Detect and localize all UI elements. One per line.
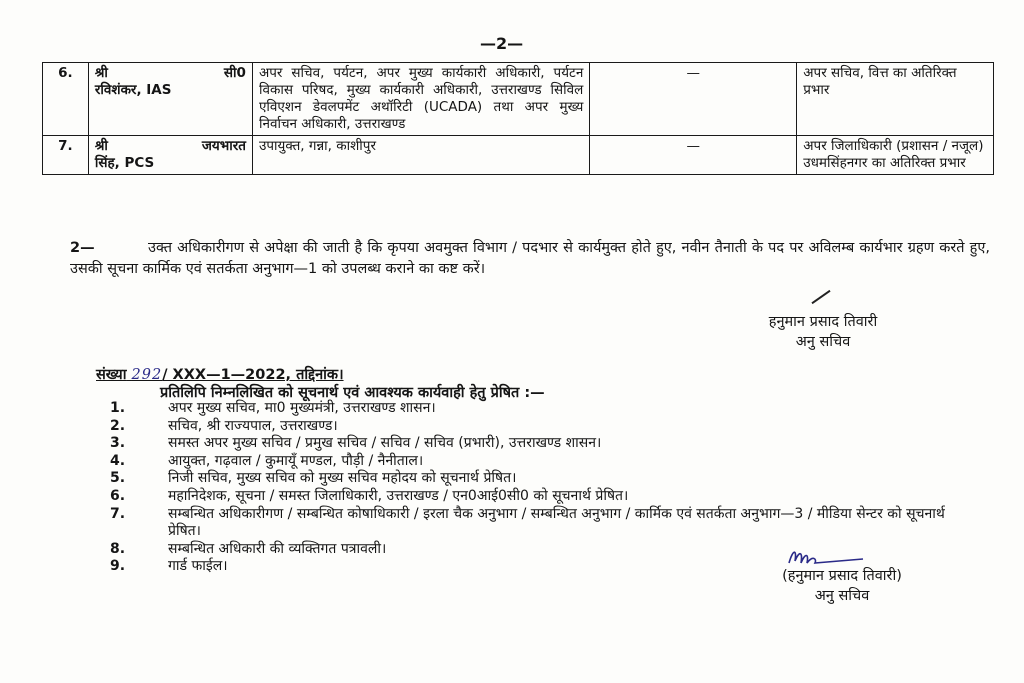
signatory-designation: अनु सचिव bbox=[795, 334, 851, 350]
new-post: — bbox=[590, 63, 797, 136]
officers-table bbox=[42, 62, 994, 175]
name-rest: सिंह, PCS bbox=[94, 155, 155, 171]
list-item: 1. अपर मुख्य सचिव, मा0 मुख्यमंत्री, उत्तराखण्ड शासन। bbox=[110, 400, 436, 416]
signature-block-1 bbox=[728, 312, 918, 352]
signatory-designation: अनु सचिव bbox=[814, 588, 870, 604]
instruction-paragraph bbox=[70, 238, 990, 280]
list-item: 5. निजी सचिव, मुख्य सचिव को मुख्य सचिव महोदय को सूचनार्थ प्रेषित। bbox=[110, 470, 517, 487]
name-mid: सी0 bbox=[223, 65, 246, 81]
page-number: —2— bbox=[480, 34, 524, 53]
initial-mark bbox=[811, 290, 830, 304]
reference-suffix: / XXX—1—2022, तद्दिनांक। bbox=[162, 367, 344, 383]
name-rest: रविशंकर, IAS bbox=[94, 82, 172, 98]
name-prefix: श्री bbox=[94, 138, 108, 154]
row-number: 7. bbox=[43, 136, 89, 175]
list-item: 8. सम्बन्धित अधिकारी की व्यक्तिगत पत्रावली। bbox=[110, 540, 387, 557]
reference-number bbox=[96, 364, 344, 384]
copy-heading: प्रतिलिपि निम्नलिखित को सूचनार्थ एवं आवश्यक कार्यवाही हेतु प्रेषित :— bbox=[160, 385, 545, 401]
name-prefix: श्री bbox=[94, 65, 108, 81]
list-item: 6. महानिदेशक, सूचना / समस्त जिलाधिकारी, उत्तराखण्ड / एन0आई0सी0 को सूचनार्थ प्रेषित। bbox=[110, 487, 629, 504]
name-mid: जयभारत bbox=[201, 138, 246, 154]
list-item: 4. आयुक्त, गढ़वाल / कुमायूँ मण्डल, पौड़ी / नैनीताल। bbox=[110, 452, 424, 469]
current-post: अपर सचिव, पर्यटन, अपर मुख्य कार्यकारी अधिकारी, पर्यटन विकास परिषद, मुख्य कार्यकारी अधिकारी, उत्तराखण्ड सिविल एविएशन डेवलपमेंट अथॉरिटी (UCADA) तथा अपर मुख्य निर्वाचन अधिकारी, उत्तराखण्ड bbox=[252, 63, 589, 136]
list-item: 7. सम्बन्धित अधिकारीगण / सम्बन्धित कोषाधिकारी / इरला चैक अनुभाग / सम्बन्धित अनुभाग / कार्मिक एवं सतर्कता अनुभाग—3 / मीडिया सेन्टर को सूचनार्थ प्रेषित। bbox=[110, 505, 945, 540]
signatory-name: हनुमान प्रसाद तिवारी bbox=[768, 314, 878, 330]
officer-name bbox=[88, 63, 252, 136]
signatory-name: (हनुमान प्रसाद तिवारी) bbox=[782, 568, 902, 584]
table-row bbox=[43, 63, 994, 136]
signature-block-2 bbox=[742, 566, 942, 606]
reference-label: संख्या bbox=[96, 367, 127, 383]
current-post: उपायुक्त, गन्ना, काशीपुर bbox=[252, 136, 589, 175]
paragraph-text: उक्त अधिकारीगण से अपेक्षा की जाती है कि कृपया अवमुक्त विभाग / पदभार से कार्यमुक्त होते हुए, नवीन तैनाती के पद पर अविलम्ब कार्यभार ग्रहण करते हुए, उसकी सूचना कार्मिक एवं सतर्कता अनुभाग—1 को उपलब्ध कराने का कष्ट करें। bbox=[70, 240, 990, 277]
officer-name bbox=[88, 136, 252, 175]
additional-charge: अपर सचिव, वित्त का अतिरिक्त प्रभार bbox=[797, 63, 994, 136]
table-row bbox=[43, 136, 994, 175]
additional-charge: अपर जिलाधिकारी (प्रशासन / नजूल) उधमसिंहनगर का अतिरिक्त प्रभार bbox=[797, 136, 994, 175]
list-item: 2. सचिव, श्री राज्यपाल, उत्तराखण्ड। bbox=[110, 417, 338, 434]
reference-handwritten-number: 292 bbox=[131, 367, 163, 383]
new-post: — bbox=[590, 136, 797, 175]
row-number: 6. bbox=[43, 63, 89, 136]
paragraph-number: 2— bbox=[70, 240, 95, 256]
list-item: 9. गार्ड फाईल। bbox=[110, 558, 228, 575]
list-item: 3. समस्त अपर मुख्य सचिव / प्रमुख सचिव / सचिव / सचिव (प्रभारी), उत्तराखण्ड शासन। bbox=[110, 435, 602, 452]
